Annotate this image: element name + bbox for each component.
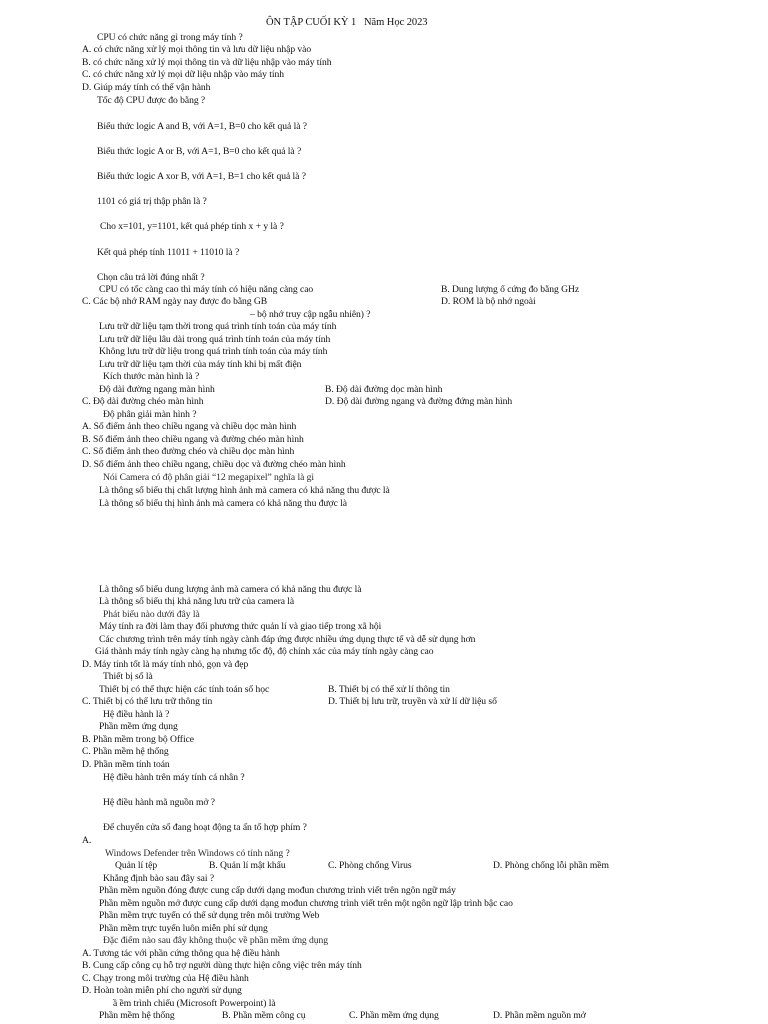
question-line: 1101 có giá trị thập phân là ? (97, 196, 207, 207)
question-line: Độ phân giải màn hình ? (103, 409, 197, 420)
answer-line: D. Phòng chống lỗi phần mềm (493, 860, 609, 871)
question-line: Windows Defender trên Windows có tính năng ? (105, 848, 290, 859)
answer-line: Là thông số biểu dung lượng ảnh mà camera có khả năng thu được là (99, 584, 362, 595)
answer-line: B. Thiết bị có thể xử lí thông tin (328, 684, 450, 695)
question-line: Hệ điều hành mã nguồn mở ? (103, 797, 215, 808)
answer-line: D. Phần mềm nguồn mở (493, 1010, 586, 1021)
answer-line: Giá thành máy tính ngày càng hạ nhưng tốc độ, độ chính xác của máy tính ngày càng cao (95, 646, 434, 657)
answer-line: Quản lí tệp (115, 860, 158, 871)
answer-line: D. ROM là bộ nhớ ngoài (441, 296, 536, 307)
question-line: Biểu thức logic A or B, với A=1, B=0 cho kết quả là ? (97, 146, 302, 157)
question-line: Biểu thức logic A xor B, với A=1, B=1 cho kết quả là ? (97, 171, 306, 182)
answer-line: B. Phần mềm công cụ (222, 1010, 306, 1021)
answer-line: D. Máy tính tốt là máy tính nhỏ, gọn và đẹp (82, 659, 249, 670)
answer-line: A. có chức năng xử lý mọi thông tin và lưu dữ liệu nhập vào (82, 44, 312, 55)
answer-line: Phần mềm trực tuyến luôn miễn phí sử dụng (99, 923, 268, 934)
question-line: Để chuyển cửa sổ đang hoạt động ta ấn tổ hợp phím ? (103, 822, 307, 833)
answer-line: Lưu trữ dữ liệu lâu dài trong quá trình tính toán của máy tính (99, 334, 331, 345)
question-line: ầ ềm trình chiếu (Microsoft Powerpoint) là (113, 998, 276, 1009)
question-line: Kích thước màn hình là ? (103, 371, 200, 382)
answer-line: B. Dung lượng ổ cứng đo bằng GHz (441, 284, 580, 295)
answer-line: C. Độ dài đường chéo màn hình (82, 396, 204, 407)
answer-line: Phần mềm ứng dụng (99, 721, 178, 732)
title-text: ÔN TẬP CUỐI KỲ 1 (266, 17, 357, 28)
answer-line: D. Độ dài đường ngang và đường đứng màn hình (325, 396, 513, 407)
answer-line: Lưu trữ dữ liệu tạm thời của máy tính khi bị mất điện (99, 359, 302, 370)
answer-line: C. Thiết bị có thể lưu trữ thông tin (82, 696, 213, 707)
answer-line: D. Giúp máy tính có thể vận hành (82, 82, 211, 93)
question-line: Chọn câu trả lời đúng nhất ? (97, 272, 205, 283)
question-line: Kết quả phép tính 11011 + 11010 là ? (97, 247, 240, 258)
answer-line: Phần mềm trực tuyến có thể sử dụng trên môi trường Web (99, 910, 320, 921)
answer-line: C. Các bộ nhớ RAM ngày nay được đo bằng GB (82, 296, 268, 307)
answer-line: Là thông số biểu thị hình ảnh mà camera có khả năng thu được là (99, 498, 347, 509)
answer-line: CPU có tốc càng cao thì máy tính có hiệu năng càng cao (99, 284, 314, 295)
answer-line: Máy tính ra đời làm thay đổi phương thức quản lí và giao tiếp trong xã hội (99, 621, 382, 632)
answer-line: Lưu trữ dữ liệu tạm thời trong quá trình tính toán của máy tính (99, 321, 337, 332)
answer-line: C. Số điểm ảnh theo đường chéo và chiều dọc màn hình (82, 446, 295, 457)
question-line: Hệ điều hành là ? (103, 709, 170, 720)
answer-line: Là thông số biểu thị chất lượng hình ảnh mà camera có khả năng thu được là (99, 485, 390, 496)
answer-line: Độ dài đường ngang màn hình (99, 384, 215, 395)
answer-line: Phần mềm hệ thống (99, 1010, 175, 1021)
answer-line: Phần mềm nguồn mở được cung cấp dưới dạng mođun chương trình viết trên một ngôn ngữ lập trình bậc cao (99, 898, 513, 909)
question-line: Biểu thức logic A and B, với A=1, B=0 cho kết quả là ? (97, 121, 307, 132)
answer-line: A. Tương tác với phần cứng thông qua hệ điều hành (82, 948, 280, 959)
answer-line: Thiết bị có thể thực hiện các tính toán số học (99, 684, 270, 695)
answer-line: B. có chức năng xử lý mọi thông tin và dữ liệu nhập vào máy tính (82, 57, 332, 68)
answer-line: B. Độ dài đường dọc màn hình (325, 384, 443, 395)
answer-line: A. (82, 835, 92, 846)
answer-line: D. Số điểm ảnh theo chiều ngang, chiều dọc và đường chéo màn hình (82, 459, 346, 470)
question-cpu-function: CPU có chức năng gì trong máy tính ? (97, 32, 243, 43)
answer-line: A. Số điểm ảnh theo chiều ngang và chiều dọc màn hình (82, 421, 297, 432)
answer-line: D. Hoàn toàn miễn phí cho người sử dụng (82, 985, 242, 996)
question-line: Cho x=101, y=1101, kết quả phép tính x + y là ? (100, 221, 284, 232)
answer-line: C. Phần mềm ứng dụng (349, 1010, 439, 1021)
answer-line: Không lưu trữ dữ liệu trong quá trình tính toán của máy tính (99, 346, 328, 357)
answer-line: B. Cung cấp công cụ hỗ trợ người dùng thực hiện công việc trên máy tính (82, 960, 362, 971)
question-line: Tốc độ CPU được đo bằng ? (97, 95, 206, 106)
question-line: Đặc điểm nào sau đây không thuộc về phần mềm ứng dụng (103, 935, 329, 946)
answer-line: D. Thiết bị lưu trữ, truyền và xử lí dữ liệu số (328, 696, 497, 707)
question-line: Khẳng định bào sau đây sai ? (103, 873, 215, 884)
answer-line: Phần mềm nguồn đóng được cung cấp dưới dạng mođun chương trình viết trên ngôn ngữ máy (99, 885, 456, 896)
answer-line: C. Chạy trong môi trường của Hệ điều hành (82, 973, 249, 984)
school-year: Năm Học 2023 (363, 17, 428, 28)
question-line: Phát biểu nào dưới đây là (103, 609, 200, 620)
answer-line: D. Phần mềm tính toán (82, 759, 170, 770)
page-title (266, 17, 428, 28)
answer-line: C. Phòng chống Virus (328, 860, 412, 871)
answer-line: C. có chức năng xử lý mọi dữ liệu nhập vào máy tính (82, 69, 284, 80)
question-line: Thiết bị số là (103, 671, 153, 682)
answer-line: C. Phần mềm hệ thống (82, 746, 169, 757)
answer-line: B. Số điểm ảnh theo chiều ngang và đường chéo màn hình (82, 434, 304, 445)
answer-line: B. Phần mềm trong bộ Office (82, 734, 194, 745)
question-line: – bộ nhớ truy cập ngẫu nhiên) ? (250, 309, 371, 320)
answer-line: Các chương trình trên máy tính ngày cành đáp ứng được nhiều ứng dụng thực tế và dễ sử dụng hơn (99, 634, 476, 645)
answer-line: Là thông số biểu thị khả năng lưu trữ của camera là (99, 596, 295, 607)
question-line: Hệ điều hành trên máy tính cá nhân ? (103, 772, 245, 783)
answer-line: B. Quản lí mật khẩu (209, 860, 286, 871)
question-line: Nói Camera có độ phân giải “12 megapixel” nghĩa là gì (103, 472, 315, 483)
